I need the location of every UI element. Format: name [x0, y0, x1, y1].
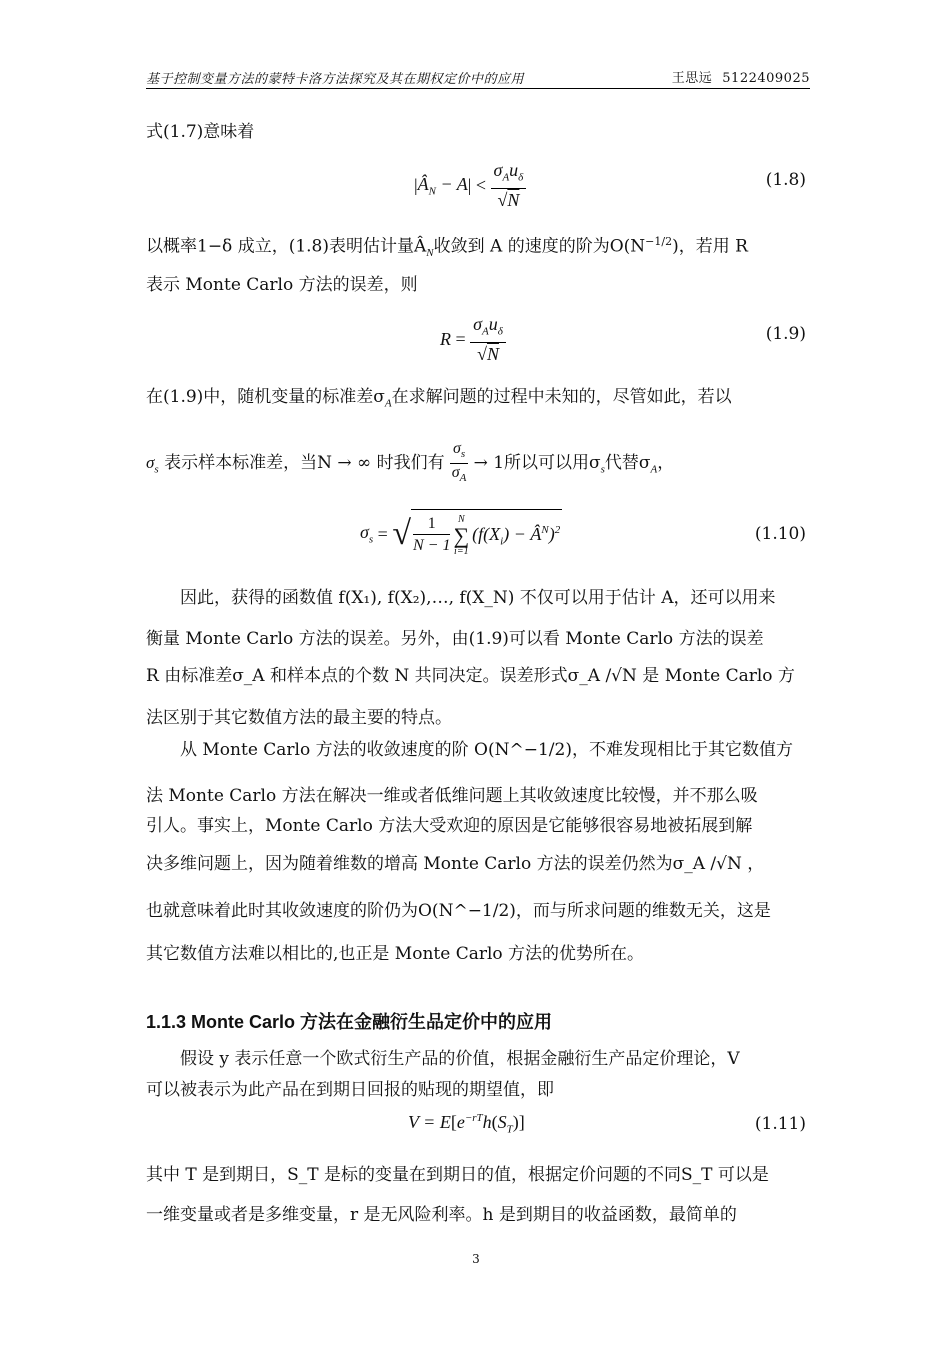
- text-span: 表示样本标准差，当N → ∞ 时我们有: [164, 453, 445, 474]
- equation-1-8: [146, 160, 810, 220]
- paragraph-8: R 由标准差σ_A 和样本点的个数 N 共同决定。误差形式σ_A /√N 是 Monte Carlo 方: [146, 666, 795, 686]
- text-span: )，若用 R: [672, 236, 748, 257]
- paragraph-14: 也就意味着此时其收敛速度的阶仍为O(N^−1/2)，而与所求问题的维数无关，这是: [146, 901, 771, 921]
- paragraph-2: 以概率1−δ 成立，(1.8)表明估计量$Â_N$收敛到 A 的速度的阶为$O(N^{-1/2})$，若用 R: [146, 235, 748, 260]
- text-span: 收敛到 A 的速度的阶为O(N: [433, 236, 646, 257]
- text-span: 以概率1−δ 成立，(1.8)表明估计量Â: [146, 236, 427, 257]
- page-number: 3: [472, 1252, 480, 1266]
- equation-number: (1.11): [754, 1114, 806, 1134]
- equation-1-10-body: $\sigma_s$ = √ $\frac{1}{N - 1}$ N ∑ i=1 ($f(X_i)$ − $Â^N)^2$: [360, 506, 562, 562]
- equation-number: (1.9): [765, 324, 806, 344]
- text-span: 在求解问题的过程中未知的，尽管如此，若以: [391, 387, 732, 407]
- equation-1-9-body: R = $\frac{\sigma_Au_\delta}{√N}$: [440, 314, 506, 365]
- equation-1-8-body: $|Â_N - A|$ < $\frac{\sigma_Au_\delta}{√N}$: [414, 160, 526, 211]
- equation-1-11-body: $V = E[e^{-rT}h(S_T)]$: [408, 1112, 525, 1136]
- paragraph-18: 其中 T 是到期日，S_T 是标的变量在到期日的值，根据定价问题的不同S_T 可以是: [146, 1165, 769, 1185]
- header-author-info: [672, 67, 810, 86]
- paragraph-4: 在(1.9)中，随机变量的标准差$\sigma_A$在求解问题的过程中未知的，尽管如此，若以: [146, 387, 732, 410]
- paragraph-12: 引人。事实上，Monte Carlo 方法大受欢迎的原因是它能够很容易地被拓展到解: [146, 816, 753, 836]
- running-header: [146, 66, 810, 89]
- equation-number: (1.10): [754, 524, 806, 544]
- paragraph-3: 表示 Monte Carlo 方法的误差，则: [146, 275, 418, 295]
- paragraph-5: $\sigma_s$ 表示样本标准差，当N → ∞ 时我们有 $\frac{\sigma_s}{\sigma_A}$ → 1所以可以用$\sigma_s$代替$\sigma_A$，: [146, 440, 675, 485]
- paragraph-19: 一维变量或者是多维变量，r 是无风险利率。h 是到期目的收益函数，最简单的: [146, 1205, 737, 1225]
- text-span: 在(1.9)中，随机变量的标准差σ: [146, 387, 385, 407]
- section-heading: 1.1.3 Monte Carlo 方法在金融衍生品定价中的应用: [146, 1012, 553, 1032]
- paragraph-17: 可以被表示为此产品在到期日回报的贴现的期望值，即: [146, 1080, 554, 1100]
- equation-1-11: [146, 1110, 810, 1144]
- header-title: 基于控制变量方法的蒙特卡洛方法探究及其在期权定价中的应用: [146, 72, 525, 87]
- paragraph-6: 因此，获得的函数值 f(X₁), f(X₂),…, f(X_N) 不仅可以用于估计 A，还可以用来: [180, 588, 776, 608]
- equation-number: (1.8): [765, 170, 806, 190]
- header-author: 王思远: [671, 71, 713, 86]
- header-student-id: 5122409025: [722, 71, 810, 86]
- text-span: 代替σ: [604, 453, 651, 474]
- paragraph-13: 决多维问题上，因为随着维数的增高 Monte Carlo 方法的误差仍然为σ_A /√N ，: [146, 854, 765, 874]
- paragraph-1: 式(1.7)意味着: [146, 122, 255, 142]
- paragraph-10: 从 Monte Carlo 方法的收敛速度的阶 O(N^−1/2)，不难发现相比于其它数值方: [180, 740, 793, 760]
- paragraph-16: 假设 y 表示任意一个欧式衍生产品的价值，根据金融衍生产品定价理论，V: [180, 1049, 740, 1069]
- paragraph-11: 法 Monte Carlo 方法在解决一维或者低维问题上其收敛速度比较慢，并不那么吸: [146, 786, 758, 806]
- equation-1-9: [146, 314, 810, 374]
- paragraph-9: 法区别于其它数值方法的最主要的特点。: [146, 708, 452, 728]
- text-span: → 1所以可以用σ: [473, 453, 601, 474]
- paragraph-7: 衡量 Monte Carlo 方法的误差。另外，由(1.9)可以看 Monte Carlo 方法的误差: [146, 629, 764, 649]
- paragraph-15: 其它数值方法难以相比的,也正是 Monte Carlo 方法的优势所在。: [146, 944, 645, 964]
- equation-1-10: [146, 506, 810, 568]
